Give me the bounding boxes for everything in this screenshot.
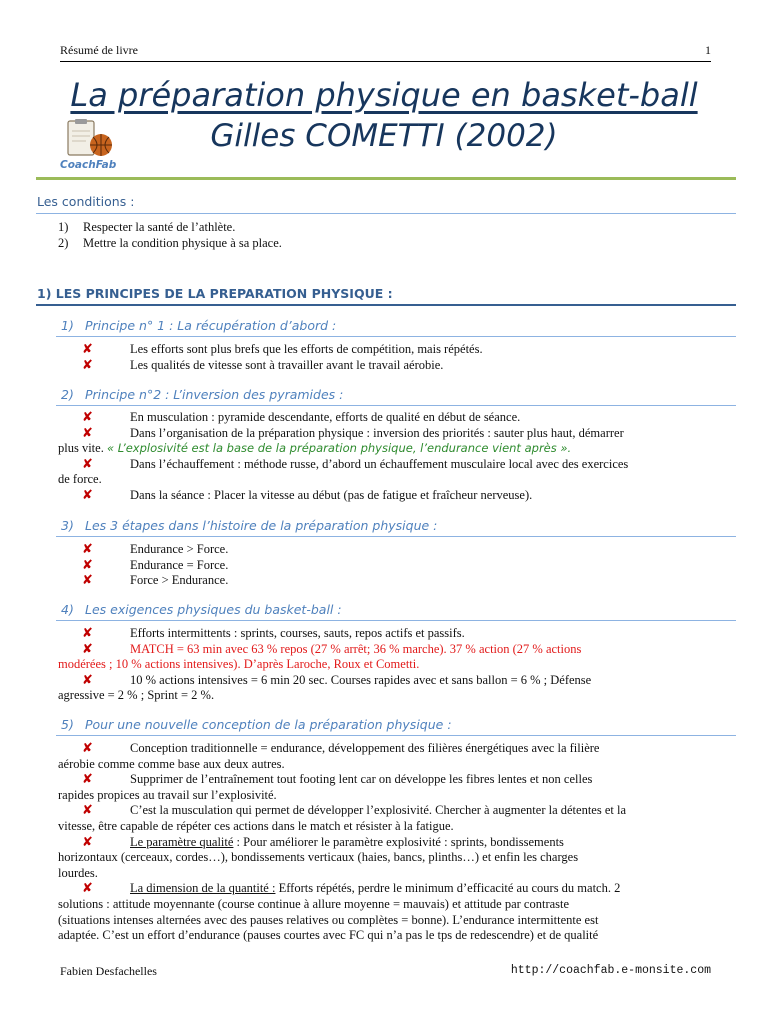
cross-mark-icon: ✘ xyxy=(82,342,93,357)
cross-mark-icon: ✘ xyxy=(82,834,93,850)
bullet-list xyxy=(58,741,738,944)
subsection-rule xyxy=(56,620,736,621)
list-item: ✘ Le paramètre qualité : Pour améliorer le paramètre explosivité : sprints, bondissements xyxy=(82,834,564,850)
subsection-heading: 1) Principe n° 1 : La récupération d’abord : xyxy=(61,318,337,333)
list-item: ✘ La dimension de la quantité : Efforts répétés, perdre le minimum d’efficacité au cours du match. 2 xyxy=(82,881,621,897)
doc-author: Gilles COMETTI (2002) xyxy=(210,118,558,154)
coachfab-logo xyxy=(58,119,122,171)
conditions-rule xyxy=(36,213,736,214)
subsection-rule xyxy=(56,735,736,736)
list-item: ✘ 10 % actions intensives = 6 min 20 sec. Courses rapides avec et sans ballon = 6 % ; Défense xyxy=(82,672,592,688)
list-item: ✘ Dans la séance : Placer la vitesse au début (pas de fatigue et fraîcheur nerveuse). xyxy=(82,487,533,503)
list-item: ✘ Efforts intermittents : sprints, courses, sauts, repos actifs et passifs. xyxy=(82,626,465,641)
subsection-rule xyxy=(56,336,736,337)
bullet-list xyxy=(58,542,738,589)
list-item: ✘ C’est la musculation qui permet de développer l’explosivité. Chercher à augmenter la détentes et la xyxy=(82,803,627,819)
list-item-continuation: vitesse, être capable de répéter ces actions dans le match et résister à la fatigue. xyxy=(58,818,454,833)
subsection-heading: 4) Les exigences physiques du basket-ball : xyxy=(61,602,342,617)
header-page-number: 1 xyxy=(705,43,711,57)
subsection-heading: 2) Principe n°2 : L’inversion des pyramides : xyxy=(61,387,344,402)
cross-mark-icon: ✘ xyxy=(82,803,93,819)
list-item-continuation: lourdes. xyxy=(58,865,98,880)
subsection-heading: 5) Pour une nouvelle conception de la préparation physique : xyxy=(61,717,452,732)
cross-mark-icon: ✘ xyxy=(82,881,93,897)
list-item: ✘ En musculation : pyramide descendante, efforts de qualité en début de séance. xyxy=(82,410,521,425)
cross-mark-icon: ✘ xyxy=(82,542,93,557)
list-item: 2) Mettre la condition physique à sa place. xyxy=(58,236,282,250)
list-item-continuation: adaptée. C’est un effort d’endurance (pauses courtes avec FC qui n’a pas le tps de redescendre) et de qualité xyxy=(58,928,599,943)
cross-mark-icon: ✘ xyxy=(82,357,93,373)
subsection-rule xyxy=(56,405,736,406)
list-item: 1) Respecter la santé de l’athlète. xyxy=(58,220,236,234)
list-item-continuation: aérobie comme comme base aux deux autres. xyxy=(58,756,285,771)
list-item-continuation: plus vite. « L’explosivité est la base de la préparation physique, l’endurance vient après ». xyxy=(58,441,572,456)
list-item: ✘ Endurance > Force. xyxy=(82,542,229,557)
section-rule xyxy=(36,304,736,306)
bullet-list xyxy=(58,342,738,373)
page-header xyxy=(60,43,711,62)
title-divider xyxy=(36,177,736,180)
cross-mark-icon: ✘ xyxy=(82,626,93,641)
list-item-continuation: (situations intenses alternées avec des pauses relatives ou complètes = bonne). L’endurance intermittente est xyxy=(58,912,599,927)
subsection-heading: 3) Les 3 étapes dans l’histoire de la préparation physique : xyxy=(61,518,438,533)
list-item-continuation: horizontaux (cerceaux, cordes…), bondissements verticaux (haies, bancs, plinths…) et enfin les charges xyxy=(58,850,579,865)
list-item: ✘ Endurance = Force. xyxy=(82,557,229,573)
list-item: ✘ Supprimer de l’entraînement tout footing lent car on développe les fibres lentes et non celles xyxy=(82,772,593,788)
cross-mark-icon: ✘ xyxy=(82,741,93,756)
footer-url[interactable]: http://coachfab.e-monsite.com xyxy=(510,964,711,977)
list-item-continuation: solutions : attitude moyennante (course continue à allure moyenne = mauvais) et attitude par contraste xyxy=(58,896,570,911)
cross-mark-icon: ✘ xyxy=(82,487,93,503)
list-item: ✘ Dans l’échauffement : méthode russe, d’abord un échauffement musculaire local avec des exercices xyxy=(82,456,629,472)
list-item: ✘ Dans l’organisation de la préparation physique : inversion des priorités : sauter plus haut, démarrer xyxy=(82,425,624,441)
cross-mark-icon: ✘ xyxy=(82,557,93,573)
page-footer xyxy=(60,964,711,979)
list-item: ✘ Force > Endurance. xyxy=(82,573,229,589)
cross-mark-icon: ✘ xyxy=(82,672,93,688)
section-heading: 1) LES PRINCIPES DE LA PREPARATION PHYSIQUE : xyxy=(37,286,393,301)
cross-mark-icon: ✘ xyxy=(82,456,93,472)
doc-title: La préparation physique en basket-ball xyxy=(70,76,698,114)
list-item-continuation: agressive = 2 % ; Sprint = 2 %. xyxy=(58,688,215,703)
cross-mark-icon: ✘ xyxy=(82,410,93,425)
logo-text: CoachFab xyxy=(60,159,117,171)
subsection-rule xyxy=(56,536,736,537)
conditions-heading: Les conditions : xyxy=(37,194,135,209)
bullet-list xyxy=(58,410,738,504)
cross-mark-icon: ✘ xyxy=(82,573,93,589)
header-doc-type: Résumé de livre xyxy=(60,43,138,57)
list-item: ✘ Les qualités de vitesse sont à travailler avant le travail aérobie. xyxy=(82,357,444,373)
list-item-continuation: rapides propices au travail sur l’explosivité. xyxy=(58,787,277,802)
conditions-list xyxy=(58,219,282,251)
footer-author: Fabien Desfachelles xyxy=(60,964,157,978)
cross-mark-icon: ✘ xyxy=(82,641,93,657)
list-item: ✘ MATCH = 63 min avec 63 % repos (27 % arrêt; 36 % marche). 37 % action (27 % actions xyxy=(82,641,582,657)
list-item-continuation: modérées ; 10 % actions intensives). D’après Laroche, Roux et Cometti. xyxy=(58,657,420,672)
list-item: ✘ Les efforts sont plus brefs que les efforts de compétition, mais répétés. xyxy=(82,342,483,357)
cross-mark-icon: ✘ xyxy=(82,425,93,441)
cross-mark-icon: ✘ xyxy=(82,772,93,788)
bullet-list xyxy=(58,626,738,704)
list-item-continuation: de force. xyxy=(58,472,102,487)
list-item: ✘ Conception traditionnelle = endurance, développement des filières énergétiques avec la filière xyxy=(82,741,600,756)
